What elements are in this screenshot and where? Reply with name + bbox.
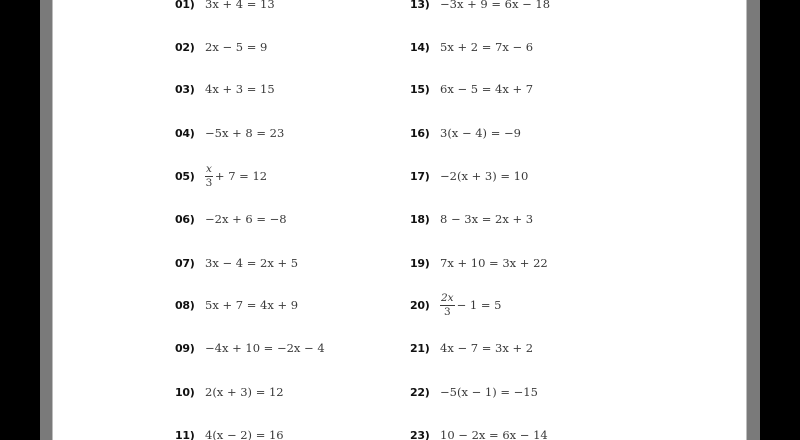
- problem-number: 20): [410, 298, 430, 312]
- problem-14: [410, 32, 533, 62]
- problem-08: [175, 290, 298, 320]
- problem-equation: 3x − 4 = 2x + 5: [205, 256, 299, 270]
- problem-equation: −5x + 8 = 23: [205, 126, 285, 140]
- problem-equation: −3x + 9 = 6x − 18: [440, 0, 551, 11]
- right-page-gutter: [746, 0, 760, 440]
- problem-02: [175, 32, 267, 62]
- problem-number: 10): [175, 385, 195, 399]
- equation-rest: − 1 = 5: [456, 298, 502, 312]
- problem-equation: −5(x − 1) = −15: [440, 385, 538, 399]
- problem-16: [410, 118, 521, 148]
- problem-04: [175, 118, 284, 148]
- equation-rest: + 7 = 12: [214, 169, 268, 183]
- problem-23: [410, 420, 548, 440]
- fraction-denominator: 3: [443, 305, 451, 318]
- fraction: [440, 293, 455, 317]
- problem-09: [175, 333, 325, 363]
- problem-11: [175, 420, 284, 440]
- problem-equation: 5x + 7 = 4x + 9: [205, 298, 299, 312]
- problem-number: 22): [410, 385, 430, 399]
- problem-number: 21): [410, 341, 430, 355]
- problem-equation: 4(x − 2) = 16: [205, 428, 284, 440]
- problem-equation: 3x + 4 = 13: [205, 0, 275, 11]
- problem-equation: 7x + 10 = 3x + 22: [440, 256, 548, 270]
- left-page-gutter: [40, 0, 53, 440]
- problem-equation: −4x + 10 = −2x − 4: [205, 341, 325, 355]
- worksheet-page: [53, 0, 746, 440]
- problem-equation: [205, 164, 267, 188]
- problem-07: [175, 248, 298, 278]
- fraction-numerator: 2x: [441, 292, 454, 304]
- problem-equation: 8 − 3x = 2x + 3: [440, 212, 534, 226]
- fraction-numerator: x: [206, 163, 212, 175]
- problem-05: [175, 161, 267, 191]
- problem-number: 04): [175, 126, 195, 140]
- problem-number: 05): [175, 169, 195, 183]
- fraction: [205, 164, 213, 188]
- problem-18: [410, 204, 533, 234]
- problem-equation: 10 − 2x = 6x − 14: [440, 428, 548, 440]
- problem-01: [175, 0, 275, 19]
- problem-number: 23): [410, 428, 430, 440]
- problem-number: 03): [175, 82, 195, 96]
- problem-equation: −2(x + 3) = 10: [440, 169, 529, 183]
- problem-10: [175, 377, 284, 407]
- problem-21: [410, 333, 533, 363]
- problem-equation: 2x − 5 = 9: [205, 40, 268, 54]
- problem-number: 17): [410, 169, 430, 183]
- problem-equation: 5x + 2 = 7x − 6: [440, 40, 534, 54]
- problem-number: 14): [410, 40, 430, 54]
- problem-number: 09): [175, 341, 195, 355]
- problem-19: [410, 248, 548, 278]
- problem-number: 15): [410, 82, 430, 96]
- problem-number: 06): [175, 212, 195, 226]
- problem-03: [175, 74, 275, 104]
- problem-20: [410, 290, 501, 320]
- problem-17: [410, 161, 528, 191]
- problem-equation: 4x + 3 = 15: [205, 82, 275, 96]
- problem-number: 01): [175, 0, 195, 11]
- problem-number: 18): [410, 212, 430, 226]
- problem-number: 07): [175, 256, 195, 270]
- problem-06: [175, 204, 287, 234]
- problem-number: 16): [410, 126, 430, 140]
- fraction-denominator: 3: [205, 176, 213, 189]
- problem-number: 11): [175, 428, 195, 440]
- problem-equation: 6x − 5 = 4x + 7: [440, 82, 534, 96]
- problem-number: 02): [175, 40, 195, 54]
- problem-equation: [440, 293, 501, 317]
- problem-number: 19): [410, 256, 430, 270]
- problem-15: [410, 74, 533, 104]
- problem-13: [410, 0, 550, 19]
- problem-equation: 3(x − 4) = −9: [440, 126, 521, 140]
- problem-equation: −2x + 6 = −8: [205, 212, 287, 226]
- problem-equation: 2(x + 3) = 12: [205, 385, 284, 399]
- problem-equation: 4x − 7 = 3x + 2: [440, 341, 534, 355]
- problem-number: 08): [175, 298, 195, 312]
- problem-number: 13): [410, 0, 430, 11]
- problem-22: [410, 377, 538, 407]
